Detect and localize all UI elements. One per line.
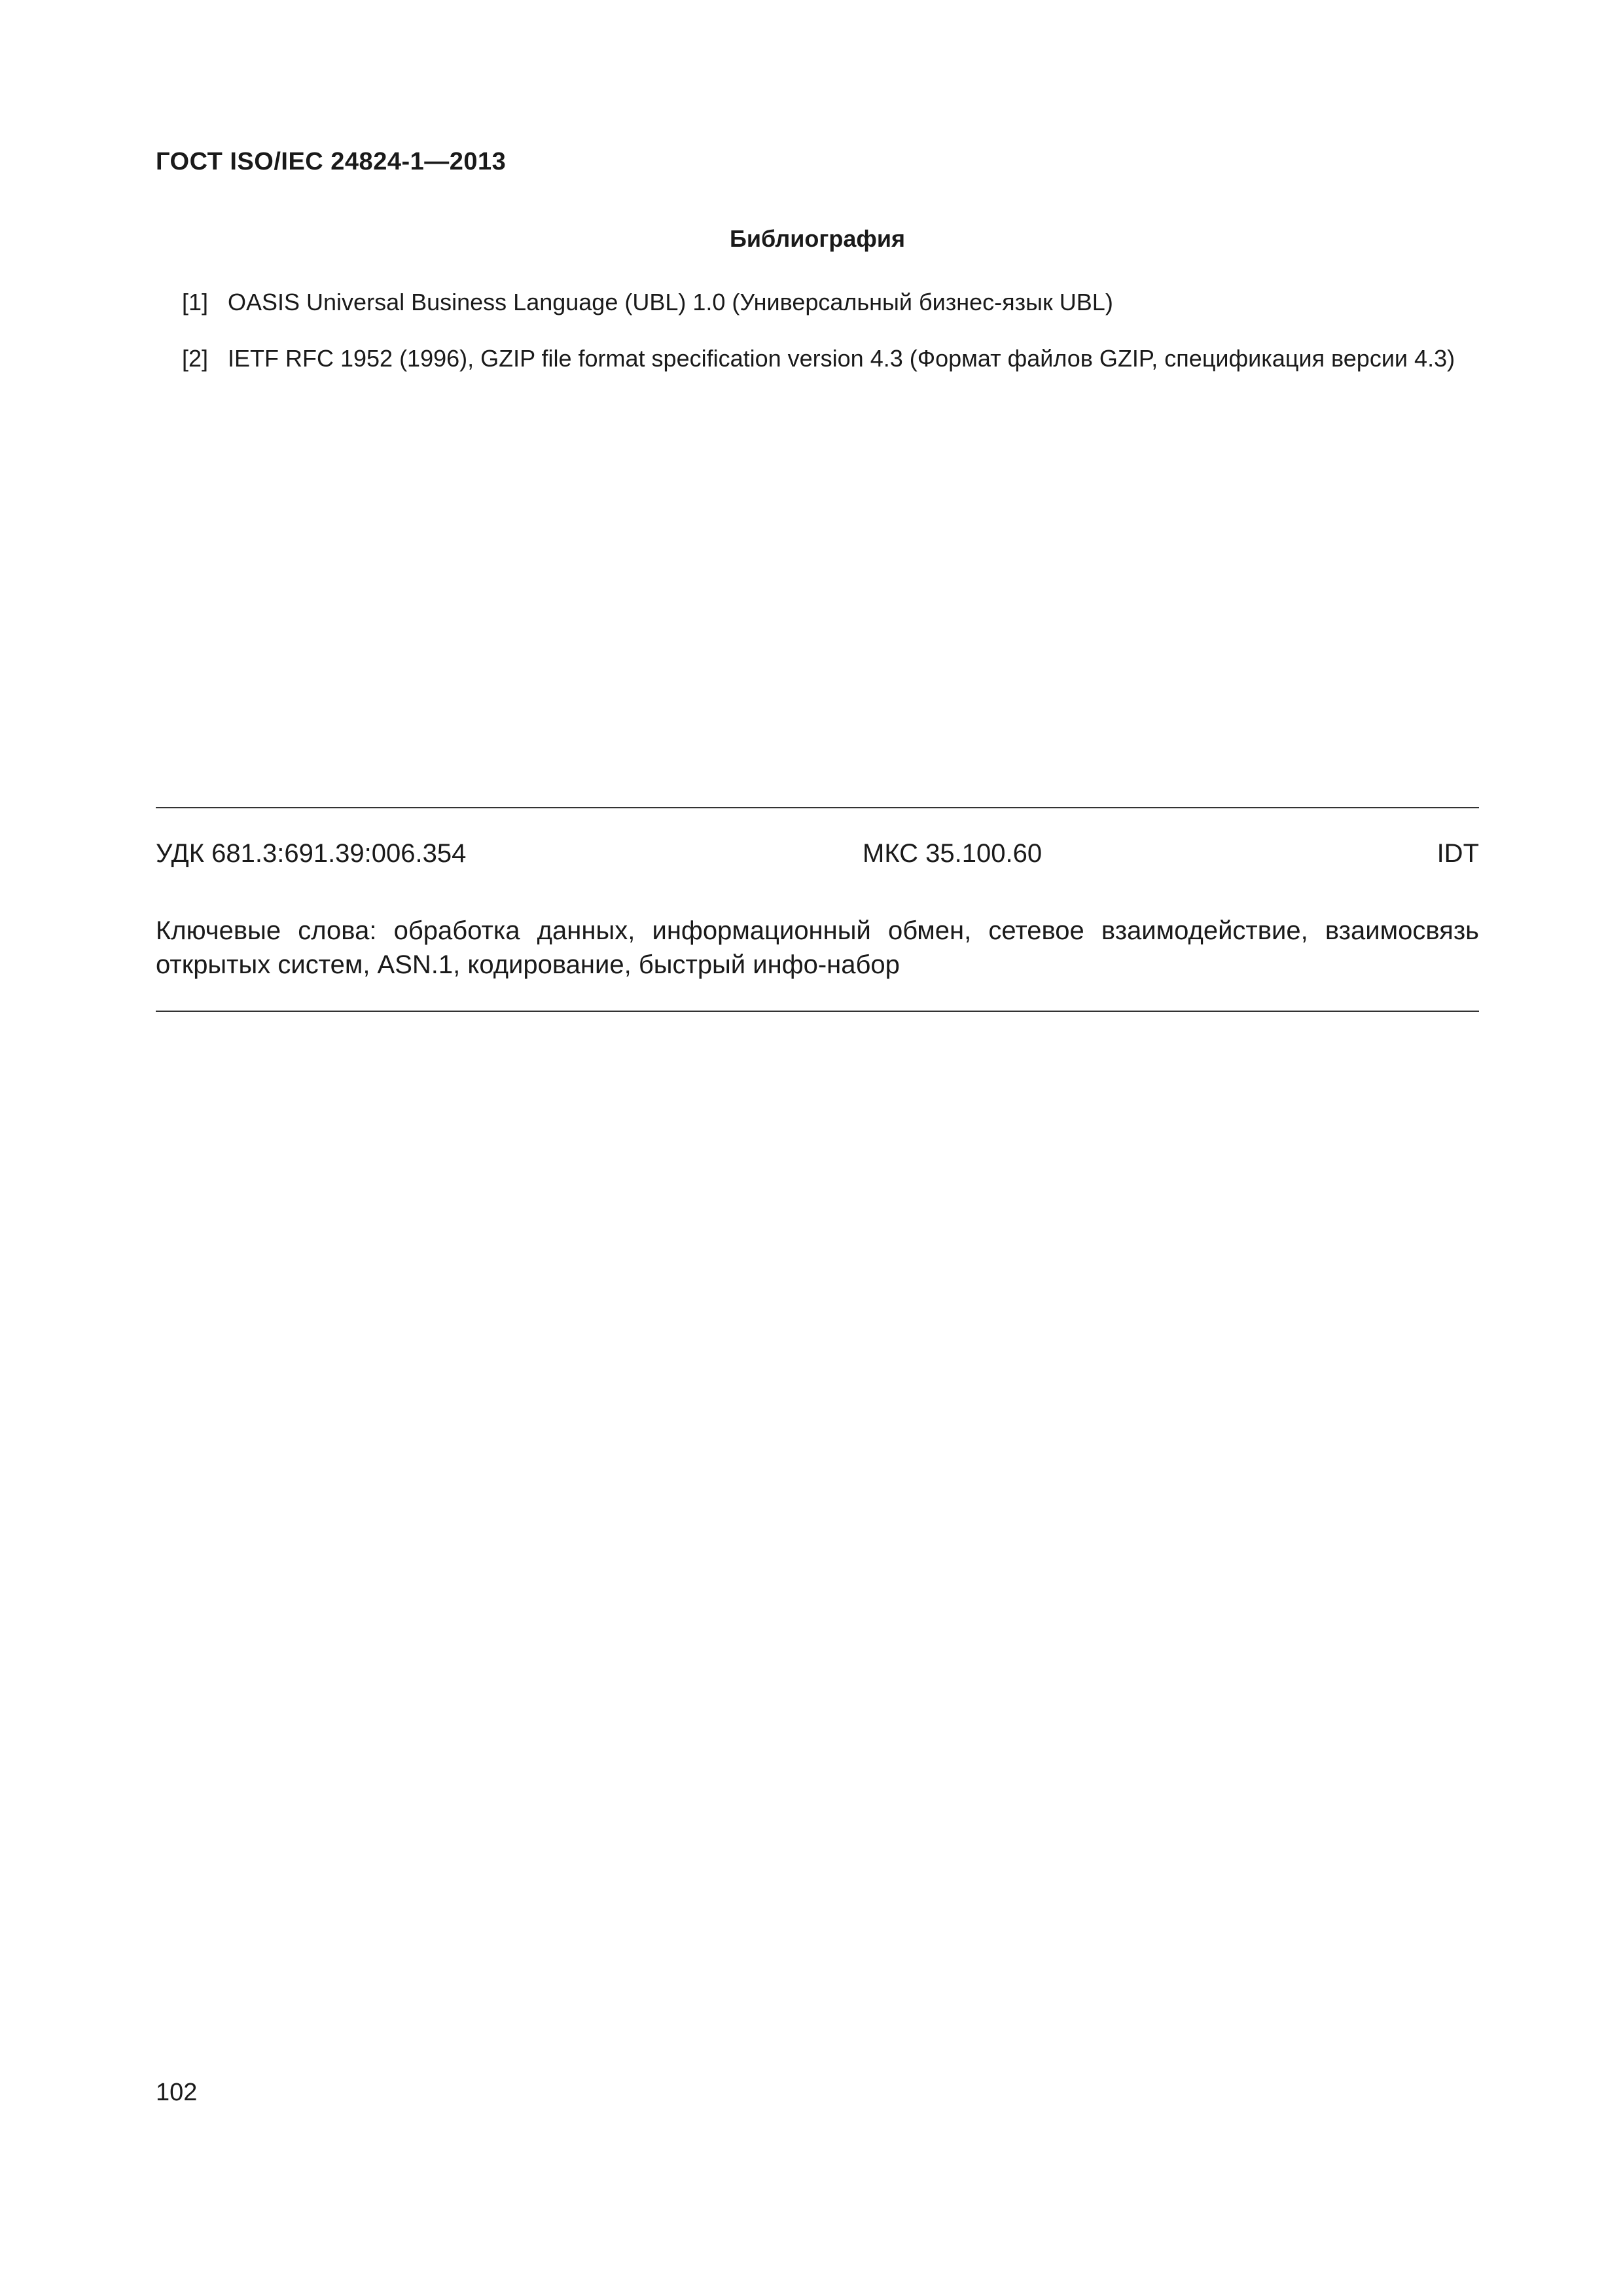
- document-header: ГОСТ ISO/IEC 24824-1—2013: [156, 148, 507, 175]
- bibliography-item: [182, 344, 1484, 373]
- divider-bottom: [156, 1011, 1479, 1012]
- bibliography-list: [182, 288, 1484, 401]
- keywords-block: [156, 914, 1479, 982]
- ics-code: МКС 35.100.60: [863, 839, 1043, 868]
- bibliography-item-number: [2]: [182, 345, 209, 372]
- degree-of-correspondence: IDT: [1436, 839, 1479, 868]
- keywords-line-1: Ключевые слова: обработка данных, информационный обмен, сетевое взаимодействие, взаимосвязь: [156, 916, 1479, 945]
- bibliography-title: Библиография: [730, 225, 905, 252]
- bibliography-item-number: [1]: [182, 289, 209, 315]
- udc-code: УДК 681.3:691.39:006.354: [156, 839, 467, 868]
- divider-top: [156, 807, 1479, 808]
- bibliography-item-text: OASIS Universal Business Language (UBL) 1.0 (Универсальный бизнес-язык UBL): [228, 289, 1113, 315]
- keywords-line-2: открытых систем, ASN.1, кодирование, быстрый инфо-набор: [156, 950, 900, 979]
- bibliography-item: [182, 288, 1484, 317]
- bibliography-item-text: IETF RFC 1952 (1996), GZIP file format specification version 4.3 (Формат файлов GZIP, спецификация версии 4.3): [228, 345, 1455, 372]
- page-number: 102: [156, 2079, 198, 2106]
